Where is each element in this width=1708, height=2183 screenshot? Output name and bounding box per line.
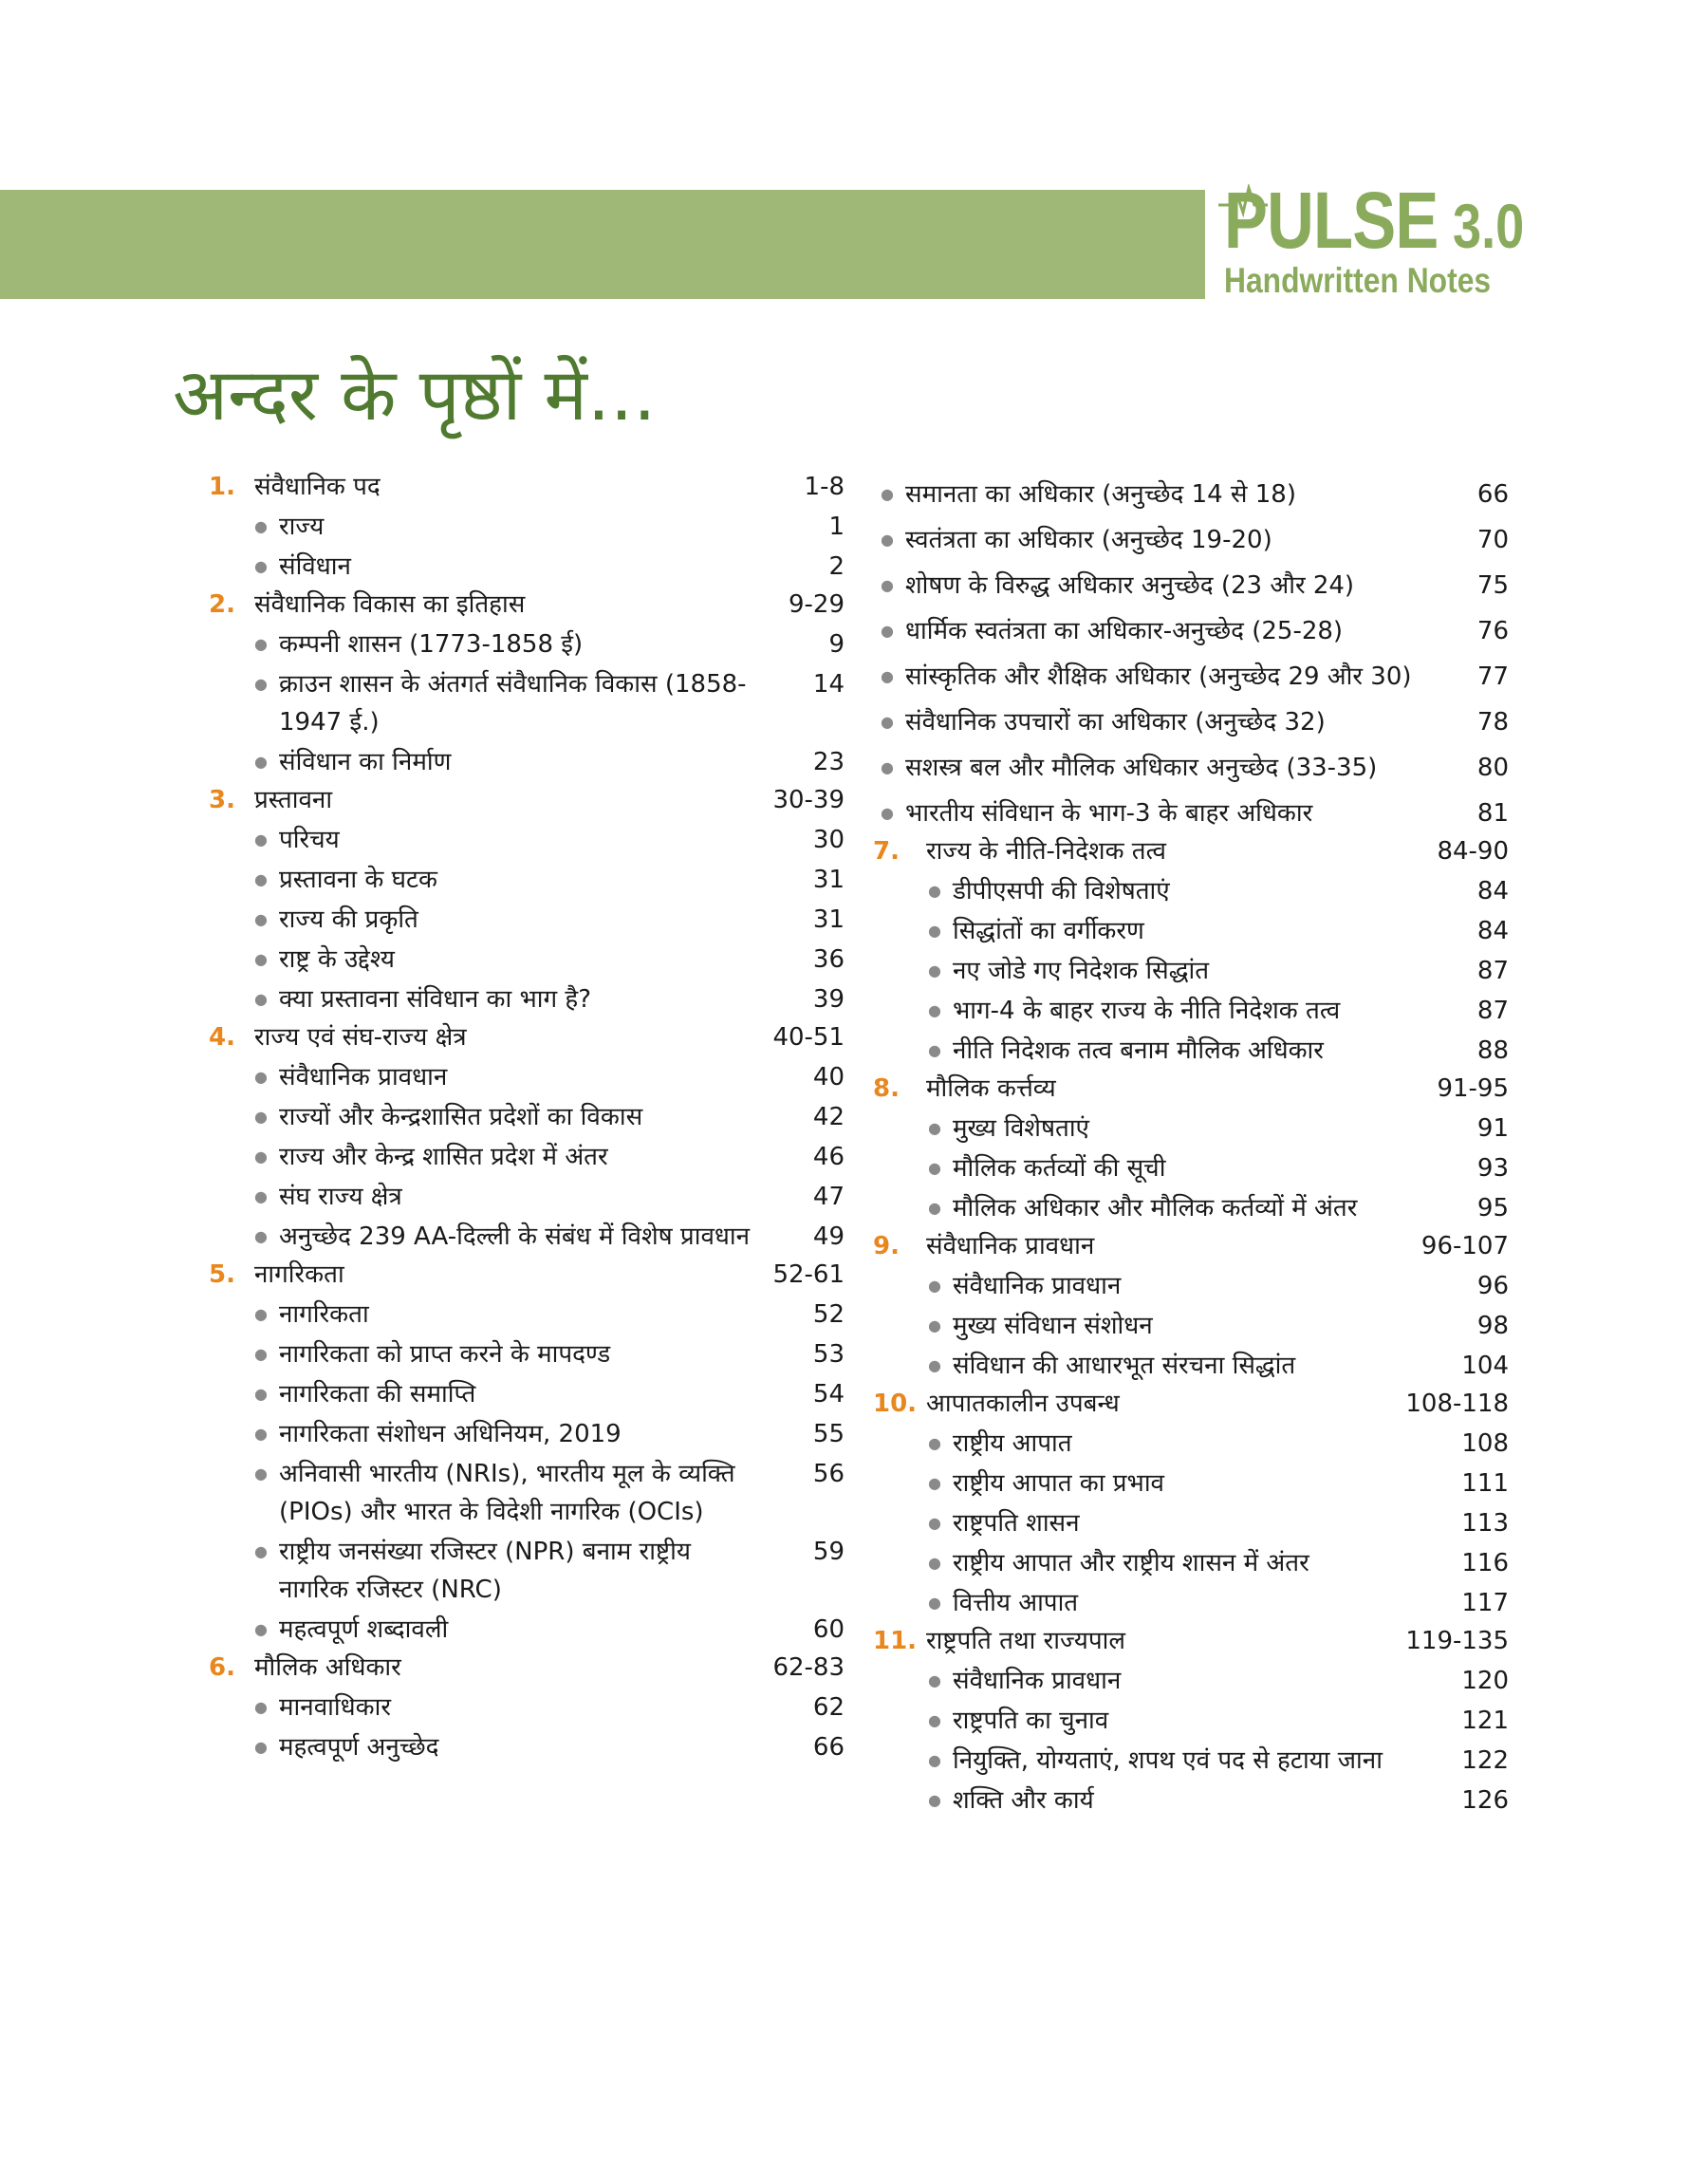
toc-subitem-title: राष्ट्र के उद्देश्य xyxy=(279,945,396,974)
chapter-title: नागरिकता xyxy=(254,1260,344,1289)
toc-subitem-title: परिचय xyxy=(279,826,340,854)
toc-subitem-page: 30 xyxy=(812,826,845,854)
toc-chapter xyxy=(873,1622,1509,1819)
toc-chapter-header xyxy=(209,781,845,819)
chapter-pages: 108-118 xyxy=(1405,1390,1509,1418)
toc-subitem xyxy=(209,1335,845,1373)
toc-subitem-page: 75 xyxy=(1476,571,1509,600)
header-banner xyxy=(0,190,1205,299)
toc-chapter-header xyxy=(209,586,845,624)
toc-subitem-page: 78 xyxy=(1476,708,1509,737)
toc-chapter xyxy=(209,1649,845,1766)
toc-subitem-page: 60 xyxy=(812,1615,845,1644)
toc-subitem xyxy=(209,1178,845,1216)
toc-subitem-page: 23 xyxy=(812,748,845,776)
chapter-pages: 52-61 xyxy=(772,1260,845,1289)
toc-chapter-header xyxy=(873,1385,1509,1423)
toc-subitem xyxy=(873,567,1509,605)
toc-chapter-header xyxy=(209,468,845,506)
chapter-pages: 40-51 xyxy=(772,1023,845,1052)
toc-subitem xyxy=(873,521,1509,559)
toc-subitem-page: 95 xyxy=(1476,1194,1509,1222)
toc-chapter xyxy=(209,586,845,781)
toc-subitem-page: 76 xyxy=(1476,617,1509,645)
toc-subitem-page: 14 xyxy=(812,670,845,699)
toc-subitem-page: 59 xyxy=(812,1538,845,1566)
toc-subitem xyxy=(209,1455,845,1531)
bullet-icon: ● xyxy=(881,576,894,594)
toc-subitem-page: 122 xyxy=(1461,1746,1509,1775)
chapter-title: प्रस्तावना xyxy=(254,786,333,814)
chapter-number: 1. xyxy=(209,473,235,501)
toc-subitem-title: नागरिकता की समाप्ति xyxy=(279,1380,476,1409)
chapter-title: मौलिक कर्त्तव्य xyxy=(926,1074,1056,1103)
toc-subitem-page: 40 xyxy=(812,1063,845,1092)
toc-subitem-title: डीपीएसपी की विशेषताएं xyxy=(953,877,1170,905)
toc-subitem-title: कम्पनी शासन (1773-1858 ई) xyxy=(279,630,584,659)
toc-subitem-title: मानवाधिकार xyxy=(279,1693,391,1722)
bullet-icon: ● xyxy=(928,1159,941,1177)
toc-subitem-title: महत्वपूर्ण शब्दावली xyxy=(279,1615,449,1644)
toc-subitem-page: 120 xyxy=(1461,1667,1509,1695)
toc-subitem-title: अनिवासी भारतीय (NRIs), भारतीय मूल के व्यक्ति (PIOs) और भारत के विदेशी नागरिक (OCIs) xyxy=(279,1460,735,1526)
toc-subitem-title: संवैधानिक प्रावधान xyxy=(953,1272,1122,1300)
toc-subitem-page: 87 xyxy=(1476,957,1509,985)
toc-subitem-title: नागरिकता को प्राप्त करने के मापदण्ड xyxy=(279,1340,611,1369)
toc-subitem xyxy=(873,1267,1509,1305)
toc-subitem xyxy=(209,1611,845,1649)
chapter-title: राष्ट्रपति तथा राज्यपाल xyxy=(926,1627,1126,1655)
bullet-icon: ● xyxy=(254,1068,268,1086)
toc-subitem-title: राष्ट्रीय जनसंख्या रजिस्टर (NPR) बनाम राष्ट्रीय नागरिक रजिस्टर (NRC) xyxy=(279,1538,691,1604)
chapter-pages: 62-83 xyxy=(772,1653,845,1682)
toc-subitem-page: 55 xyxy=(812,1420,845,1448)
page-title: अन्दर के पृष्ठों में... xyxy=(173,352,657,437)
chapter-number: 11. xyxy=(873,1627,918,1655)
bullet-icon: ● xyxy=(254,910,268,928)
bullet-icon: ● xyxy=(928,1199,941,1217)
chapter-pages: 91-95 xyxy=(1437,1074,1509,1103)
toc-chapter xyxy=(873,1227,1509,1385)
toc-subitem-title: शोषण के विरुद्ध अधिकार अनुच्छेद (23 और 24) xyxy=(905,571,1355,600)
brand-logo xyxy=(1224,176,1585,313)
toc-subitem xyxy=(209,821,845,859)
toc-subitem-page: 104 xyxy=(1461,1352,1509,1380)
toc-subitem-title: नीति निदेशक तत्व बनाम मौलिक अधिकार xyxy=(953,1036,1324,1065)
toc-subitem-page: 52 xyxy=(812,1300,845,1329)
toc-subitem-title: मुख्य विशेषताएं xyxy=(953,1114,1089,1143)
toc-subitem-page: 93 xyxy=(1476,1154,1509,1183)
toc-subitem-title: मुख्य संविधान संशोधन xyxy=(953,1312,1153,1340)
toc-subitem-page: 116 xyxy=(1461,1549,1509,1577)
toc-chapter-header xyxy=(209,1649,845,1687)
toc-subitem-page: 117 xyxy=(1461,1589,1509,1617)
toc-subitem xyxy=(209,665,845,741)
bullet-icon: ● xyxy=(254,1425,268,1443)
bullet-icon: ● xyxy=(928,1041,941,1059)
bullet-icon: ● xyxy=(928,1474,941,1492)
toc-subitem xyxy=(873,612,1509,650)
toc-subitem xyxy=(873,476,1509,513)
toc-subitem-title: नए जोडे गए निदेशक सिद्धांत xyxy=(953,957,1210,985)
toc-subitem xyxy=(209,1375,845,1413)
toc-subitem-page: 42 xyxy=(812,1103,845,1131)
toc-subitem-title: प्रस्तावना के घटक xyxy=(279,866,438,894)
toc-subitem xyxy=(209,941,845,979)
toc-subitem xyxy=(873,658,1509,696)
bullet-icon: ● xyxy=(254,830,268,849)
toc-subitem-page: 121 xyxy=(1461,1707,1509,1735)
toc-subitem-page: 113 xyxy=(1461,1509,1509,1538)
toc-subitem-title: राज्य और केन्द्र शासित प्रदेश में अंतर xyxy=(279,1143,608,1171)
toc-subitem xyxy=(873,749,1509,787)
toc-subitem-title: संघ राज्य क्षेत्र xyxy=(279,1183,402,1211)
toc-subitem xyxy=(209,1098,845,1136)
toc-subitem xyxy=(873,1347,1509,1385)
toc-subitem-page: 81 xyxy=(1476,799,1509,828)
toc-subitem xyxy=(209,1728,845,1766)
toc-subitem-title: संविधान xyxy=(279,552,351,581)
toc-subitem-title: राष्ट्रीय आपात और राष्ट्रीय शासन में अंतर xyxy=(953,1549,1309,1577)
toc-subitem xyxy=(873,1544,1509,1582)
toc-subitem-title: संवैधानिक प्रावधान xyxy=(953,1667,1122,1695)
brand-name: PULSE xyxy=(1224,176,1439,265)
toc-subitem-title: वित्तीय आपात xyxy=(953,1589,1079,1617)
toc-subitem-page: 87 xyxy=(1476,997,1509,1025)
toc-subitem xyxy=(209,1415,845,1453)
chapter-pages: 84-90 xyxy=(1437,837,1509,866)
toc-subitem-title: शक्ति और कार्य xyxy=(953,1786,1094,1815)
toc-subitem xyxy=(873,1742,1509,1780)
bullet-icon: ● xyxy=(254,1620,268,1638)
toc-subitem-page: 126 xyxy=(1461,1786,1509,1815)
toc-subitem-title: महत्वपूर्ण अनुच्छेद xyxy=(279,1733,439,1762)
toc-subitem-page: 9 xyxy=(828,630,845,659)
toc-subitem-title: नियुक्ति, योग्यताएं, शपथ एवं पद से हटाया जाना xyxy=(953,1746,1383,1775)
bullet-icon: ● xyxy=(881,485,894,503)
bullet-icon: ● xyxy=(928,1671,941,1689)
toc-subitem xyxy=(209,980,845,1018)
toc-subitem-page: 31 xyxy=(812,866,845,894)
bullet-icon: ● xyxy=(254,1738,268,1756)
toc-subitem-title: भारतीय संविधान के भाग-3 के बाहर अधिकार xyxy=(905,799,1313,828)
toc-subitem-page: 62 xyxy=(812,1693,845,1722)
bullet-icon: ● xyxy=(254,675,268,693)
toc-subitem xyxy=(873,952,1509,990)
chapter-number: 6. xyxy=(209,1653,235,1682)
toc-chapter xyxy=(209,468,845,586)
bullet-icon: ● xyxy=(254,1345,268,1363)
chapter-number: 9. xyxy=(873,1232,900,1260)
toc-subitem xyxy=(873,872,1509,910)
toc-subitem-page: 111 xyxy=(1461,1469,1509,1498)
toc-subitem xyxy=(209,901,845,939)
toc-subitem-page: 31 xyxy=(812,905,845,934)
chapter-number: 10. xyxy=(873,1390,918,1418)
toc-subitem xyxy=(209,508,845,546)
toc-subitem-page: 77 xyxy=(1476,662,1509,691)
bullet-icon: ● xyxy=(881,804,894,822)
toc-chapter xyxy=(209,781,845,1018)
toc-subitem xyxy=(873,703,1509,741)
toc-subitem xyxy=(209,1058,845,1096)
chapter-title: संवैधानिक पद xyxy=(254,473,381,501)
chapter-title: मौलिक अधिकार xyxy=(254,1653,401,1682)
toc-subitem-page: 80 xyxy=(1476,754,1509,782)
bullet-icon: ● xyxy=(928,1316,941,1334)
toc-subitem-title: राष्ट्रीय आपात xyxy=(953,1429,1072,1458)
toc-subitem-title: धार्मिक स्वतंत्रता का अधिकार-अनुच्छेद (25-28) xyxy=(905,617,1344,645)
toc-subitem xyxy=(873,1189,1509,1227)
toc-subitem-title: राष्ट्रीय आपात का प्रभाव xyxy=(953,1469,1165,1498)
toc-chapter-header xyxy=(209,1018,845,1056)
chapter-title: राज्य एवं संघ-राज्य क्षेत्र xyxy=(254,1023,467,1052)
bullet-icon: ● xyxy=(254,1698,268,1716)
bullet-icon: ● xyxy=(928,882,941,900)
toc-continuation xyxy=(873,476,1509,832)
bullet-icon: ● xyxy=(928,1001,941,1019)
toc-subitem-title: सशस्त्र बल और मौलिक अधिकार अनुच्छेद (33-35) xyxy=(905,754,1378,782)
toc-subitem xyxy=(209,548,845,586)
toc-subitem xyxy=(873,1782,1509,1819)
bullet-icon: ● xyxy=(881,667,894,685)
bullet-icon: ● xyxy=(254,635,268,653)
toc-subitem-page: 84 xyxy=(1476,917,1509,945)
toc-subitem xyxy=(209,1533,845,1609)
toc-subitem-title: संवैधानिक उपचारों का अधिकार (अनुच्छेद 32) xyxy=(905,708,1326,737)
toc-subitem xyxy=(209,625,845,663)
bullet-icon: ● xyxy=(254,1147,268,1166)
bullet-icon: ● xyxy=(254,517,268,535)
bullet-icon: ● xyxy=(928,1554,941,1572)
toc-subitem-title: भाग-4 के बाहर राज्य के नीति निदेशक तत्व xyxy=(953,997,1341,1025)
toc-subitem xyxy=(873,1662,1509,1700)
toc-subitem xyxy=(209,861,845,899)
chapter-number: 5. xyxy=(209,1260,235,1289)
bullet-icon: ● xyxy=(881,531,894,549)
toc-subitem-page: 46 xyxy=(812,1143,845,1171)
toc-subitem xyxy=(209,743,845,781)
toc-chapter-header xyxy=(873,1622,1509,1660)
chapter-pages: 119-135 xyxy=(1405,1627,1509,1655)
bullet-icon: ● xyxy=(928,1356,941,1374)
toc-subitem-title: क्या प्रस्तावना संविधान का भाग है? xyxy=(279,985,592,1014)
toc-subitem-page: 84 xyxy=(1476,877,1509,905)
bullet-icon: ● xyxy=(928,1751,941,1769)
chapter-pages: 30-39 xyxy=(772,786,845,814)
bullet-icon: ● xyxy=(254,753,268,771)
toc-chapter xyxy=(873,1385,1509,1622)
toc-subitem xyxy=(873,992,1509,1030)
toc-subitem-page: 66 xyxy=(1476,480,1509,509)
toc-subitem xyxy=(209,1296,845,1334)
toc-subitem-page: 54 xyxy=(812,1380,845,1409)
toc-subitem-page: 66 xyxy=(812,1733,845,1762)
toc-subitem-title: मौलिक अधिकार और मौलिक कर्तव्यों में अंतर xyxy=(953,1194,1358,1222)
bullet-icon: ● xyxy=(928,1711,941,1729)
toc-chapter-header xyxy=(873,832,1509,870)
toc-subitem xyxy=(209,1138,845,1176)
toc-subitem-title: राष्ट्रपति शासन xyxy=(953,1509,1080,1538)
toc-subitem-title: राज्यों और केन्द्रशासित प्रदेशों का विकास xyxy=(279,1103,643,1131)
chapter-number: 8. xyxy=(873,1074,900,1103)
toc-subitem xyxy=(873,1149,1509,1187)
bullet-icon: ● xyxy=(254,1385,268,1403)
toc-subitem-page: 1 xyxy=(828,513,845,541)
toc-subitem-title: मौलिक कर्तव्यों की सूची xyxy=(953,1154,1166,1183)
toc-chapter-header xyxy=(209,1256,845,1294)
toc-subitem xyxy=(873,1504,1509,1542)
toc-subitem-title: संवैधानिक प्रावधान xyxy=(279,1063,448,1092)
toc-subitem-title: राष्ट्रपति का चुनाव xyxy=(953,1707,1109,1735)
toc-subitem xyxy=(209,1218,845,1256)
toc-subitem-page: 91 xyxy=(1476,1114,1509,1143)
chapter-number: 3. xyxy=(209,786,235,814)
chapter-title: संवैधानिक प्रावधान xyxy=(926,1232,1095,1260)
toc-chapter xyxy=(209,1256,845,1649)
chapter-number: 2. xyxy=(209,590,235,619)
bullet-icon: ● xyxy=(254,990,268,1008)
bullet-icon: ● xyxy=(928,1514,941,1532)
toc-subitem-title: नागरिकता xyxy=(279,1300,369,1329)
chapter-title: आपातकालीन उपबन्ध xyxy=(926,1390,1120,1418)
bullet-icon: ● xyxy=(254,1465,268,1483)
toc-subitem-page: 56 xyxy=(812,1460,845,1488)
toc-chapter xyxy=(209,1018,845,1256)
chapter-pages: 9-29 xyxy=(788,590,845,619)
toc-subitem-title: सिद्धांतों का वर्गीकरण xyxy=(953,917,1144,945)
bullet-icon: ● xyxy=(928,1791,941,1809)
toc-subitem-page: 39 xyxy=(812,985,845,1014)
toc-subitem-title: नागरिकता संशोधन अधिनियम, 2019 xyxy=(279,1420,622,1448)
toc-subitem-title: समानता का अधिकार (अनुच्छेद 14 से 18) xyxy=(905,480,1296,509)
bullet-icon: ● xyxy=(881,622,894,640)
bullet-icon: ● xyxy=(928,922,941,940)
toc-subitem xyxy=(873,794,1509,832)
bullet-icon: ● xyxy=(254,1187,268,1205)
bullet-icon: ● xyxy=(928,1277,941,1295)
chapter-number: 7. xyxy=(873,837,900,866)
toc-subitem-title: राज्य xyxy=(279,513,325,541)
brand-tagline: Handwritten Notes xyxy=(1224,261,1492,300)
toc-subitem-title: सांस्कृतिक और शैक्षिक अधिकार (अनुच्छेद 29 और 30) xyxy=(905,662,1412,691)
toc-subitem-page: 96 xyxy=(1476,1272,1509,1300)
bullet-icon: ● xyxy=(254,557,268,575)
toc-chapter xyxy=(873,1070,1509,1227)
bullet-icon: ● xyxy=(254,1305,268,1323)
bullet-icon: ● xyxy=(928,1434,941,1452)
toc-subitem xyxy=(873,912,1509,950)
toc-subitem-title: क्राउन शासन के अंतगर्त संवैधानिक विकास (1858-1947 ई.) xyxy=(279,670,747,737)
bullet-icon: ● xyxy=(254,1108,268,1126)
toc-chapter xyxy=(873,832,1509,1070)
toc-subitem-page: 47 xyxy=(812,1183,845,1211)
toc-subitem-page: 108 xyxy=(1461,1429,1509,1458)
toc-subitem-page: 98 xyxy=(1476,1312,1509,1340)
toc-subitem xyxy=(873,1307,1509,1345)
toc-right-column xyxy=(873,468,1509,1819)
toc-chapter-header xyxy=(873,1070,1509,1108)
chapter-number: 4. xyxy=(209,1023,235,1052)
toc-subitem-page: 88 xyxy=(1476,1036,1509,1065)
toc-subitem-title: अनुच्छेद 239 AA-दिल्ली के संबंध में विशेष प्रावधान xyxy=(279,1222,751,1251)
bullet-icon: ● xyxy=(928,1119,941,1137)
chapter-pages: 96-107 xyxy=(1420,1232,1509,1260)
toc-subitem-page: 53 xyxy=(812,1340,845,1369)
toc-subitem xyxy=(873,1425,1509,1463)
bullet-icon: ● xyxy=(881,713,894,731)
toc-subitem xyxy=(873,1702,1509,1740)
toc-subitem-page: 49 xyxy=(812,1222,845,1251)
toc-subitem-page: 36 xyxy=(812,945,845,974)
chapter-title: संवैधानिक विकास का इतिहास xyxy=(254,590,526,619)
toc-left-column xyxy=(209,468,845,1766)
toc-subitem-title: संविधान का निर्माण xyxy=(279,748,452,776)
toc-subitem-page: 70 xyxy=(1476,526,1509,554)
bullet-icon: ● xyxy=(881,758,894,776)
toc-subitem-title: संविधान की आधारभूत संरचना सिद्धांत xyxy=(953,1352,1296,1380)
toc-chapter-header xyxy=(873,1227,1509,1265)
bullet-icon: ● xyxy=(254,1227,268,1245)
toc-subitem xyxy=(873,1032,1509,1070)
toc-subitem xyxy=(873,1465,1509,1502)
toc-subitem xyxy=(209,1689,845,1726)
toc-subitem-page: 2 xyxy=(828,552,845,581)
bullet-icon: ● xyxy=(254,1542,268,1560)
bullet-icon: ● xyxy=(928,961,941,980)
chapter-pages: 1-8 xyxy=(804,473,845,501)
toc-subitem-title: राज्य की प्रकृति xyxy=(279,905,418,934)
bullet-icon: ● xyxy=(254,870,268,888)
brand-version: 3.0 xyxy=(1453,191,1525,261)
toc-subitem xyxy=(873,1110,1509,1147)
toc-subitem-title: स्वतंत्रता का अधिकार (अनुच्छेद 19-20) xyxy=(905,526,1272,554)
toc-subitem xyxy=(873,1584,1509,1622)
chapter-title: राज्य के नीति-निदेशक तत्व xyxy=(926,837,1166,866)
bullet-icon: ● xyxy=(928,1594,941,1612)
bullet-icon: ● xyxy=(254,950,268,968)
